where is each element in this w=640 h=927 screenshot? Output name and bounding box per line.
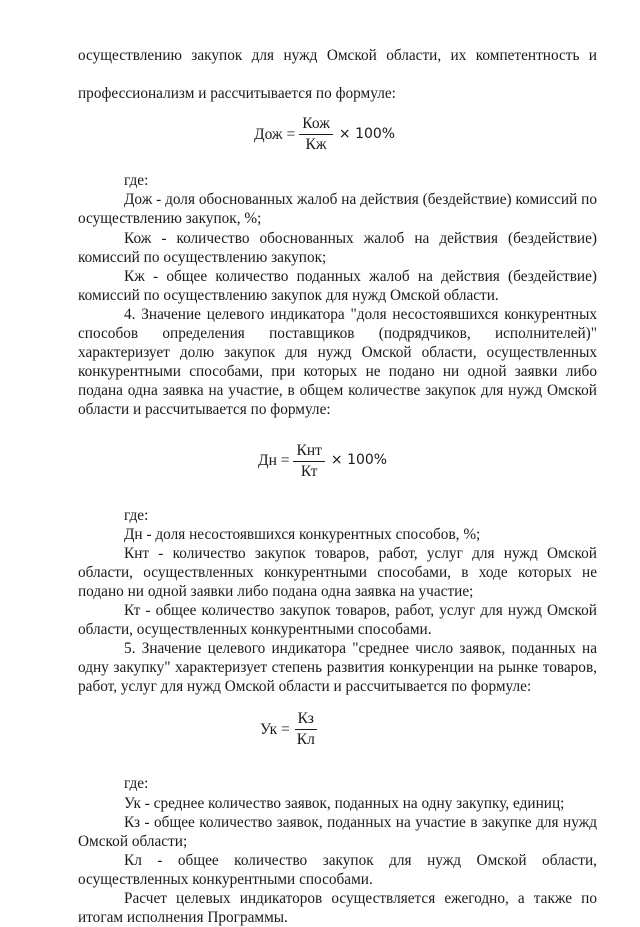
formula-dozh-fraction bbox=[299, 115, 333, 154]
intro-line-1: осуществлению закупок для нужд Омской области, их компетентность и bbox=[78, 47, 597, 64]
closing-paragraph: Расчет целевых индикаторов осуществляется ежегодно, а также по итогам исполнения Программы. bbox=[78, 890, 597, 927]
defs1-item-3: Кж - общее количество поданных жалоб на действия (бездействие) комиссий по осуществлению закупок для нужд Омской области. bbox=[78, 267, 597, 304]
formula-uk-lhs: Ук = bbox=[260, 721, 290, 739]
document-page bbox=[78, 46, 597, 927]
formula-dozh bbox=[78, 103, 597, 167]
formula-dozh-denominator: Кж bbox=[305, 136, 327, 154]
intro-line-2: профессионализм и рассчитывается по формуле: bbox=[78, 85, 396, 103]
formula-uk-numerator: Кз bbox=[295, 710, 317, 730]
defs3-item-1: Ук - среднее количество заявок, поданных на одну закупку, единиц; bbox=[124, 794, 565, 812]
item4-paragraph: 4. Значение целевого индикатора "доля несостоявшихся конкурентных способов определения поставщиков (подрядчиков, исполнителей)" характеризует долю закупок для нужд Омской области, осуществленных конкурентными способами, при которых не подано ни одной заявки либо подана одна заявка на участие, в общем количестве закупок для нужд Омской области и рассчитывается по формуле: bbox=[78, 305, 597, 419]
formula-dn-numerator: Кнт bbox=[293, 442, 324, 462]
formula-dozh-numerator: Кож bbox=[299, 115, 333, 135]
formula-dn bbox=[78, 420, 597, 506]
formula-dn-denominator: Кт bbox=[300, 462, 318, 480]
formula-uk bbox=[78, 696, 597, 774]
formula-dn-multiplier: × 100% bbox=[330, 452, 388, 469]
defs2-item-3: Кт - общее количество закупок товаров, работ, услуг для нужд Омской области, осуществленных конкурентными способами. bbox=[78, 601, 597, 639]
defs3-item-3: Кл - общее количество закупок для нужд Омской области, осуществленных конкурентными способами. bbox=[78, 851, 597, 888]
defs1-item-1: Дож - доля обоснованных жалоб на действия (бездействие) комиссий по осуществлению закупок, %; bbox=[78, 191, 597, 228]
defs2-gde: где: bbox=[124, 506, 149, 524]
defs3-gde: где: bbox=[124, 775, 149, 793]
defs2-item-1: Дн - доля несостоявшихся конкурентных способов, %; bbox=[124, 525, 481, 543]
formula-dozh-lhs: Дож = bbox=[254, 126, 296, 144]
defs2-item-2: Кнт - количество закупок товаров, работ, услуг для нужд Омской области, осуществленных конкурентными способами, в ходе которых не подано ни одной заявки либо подана одна заявка на участие; bbox=[78, 544, 597, 600]
formula-dn-lhs: Дн = bbox=[258, 452, 290, 470]
formula-uk-denominator: Кл bbox=[296, 731, 315, 749]
formula-dozh-multiplier: × 100% bbox=[338, 126, 396, 143]
item5-paragraph: 5. Значение целевого индикатора "среднее число заявок, поданных на одну закупку" характеризует степень развития конкуренции на рынке товаров, работ, услуг для нужд Омской области и рассчитывается по формуле: bbox=[78, 640, 597, 696]
defs1-item-2: Кож - количество обоснованных жалоб на действия (бездействие) комиссий по осуществлению закупок; bbox=[78, 229, 597, 266]
formula-uk-fraction bbox=[294, 710, 318, 749]
formula-dn-fraction bbox=[293, 442, 324, 481]
defs1-gde: где: bbox=[124, 172, 149, 190]
defs3-item-2: Кз - общее количество заявок, поданных на участие в закупке для нужд Омской области; bbox=[78, 813, 597, 850]
